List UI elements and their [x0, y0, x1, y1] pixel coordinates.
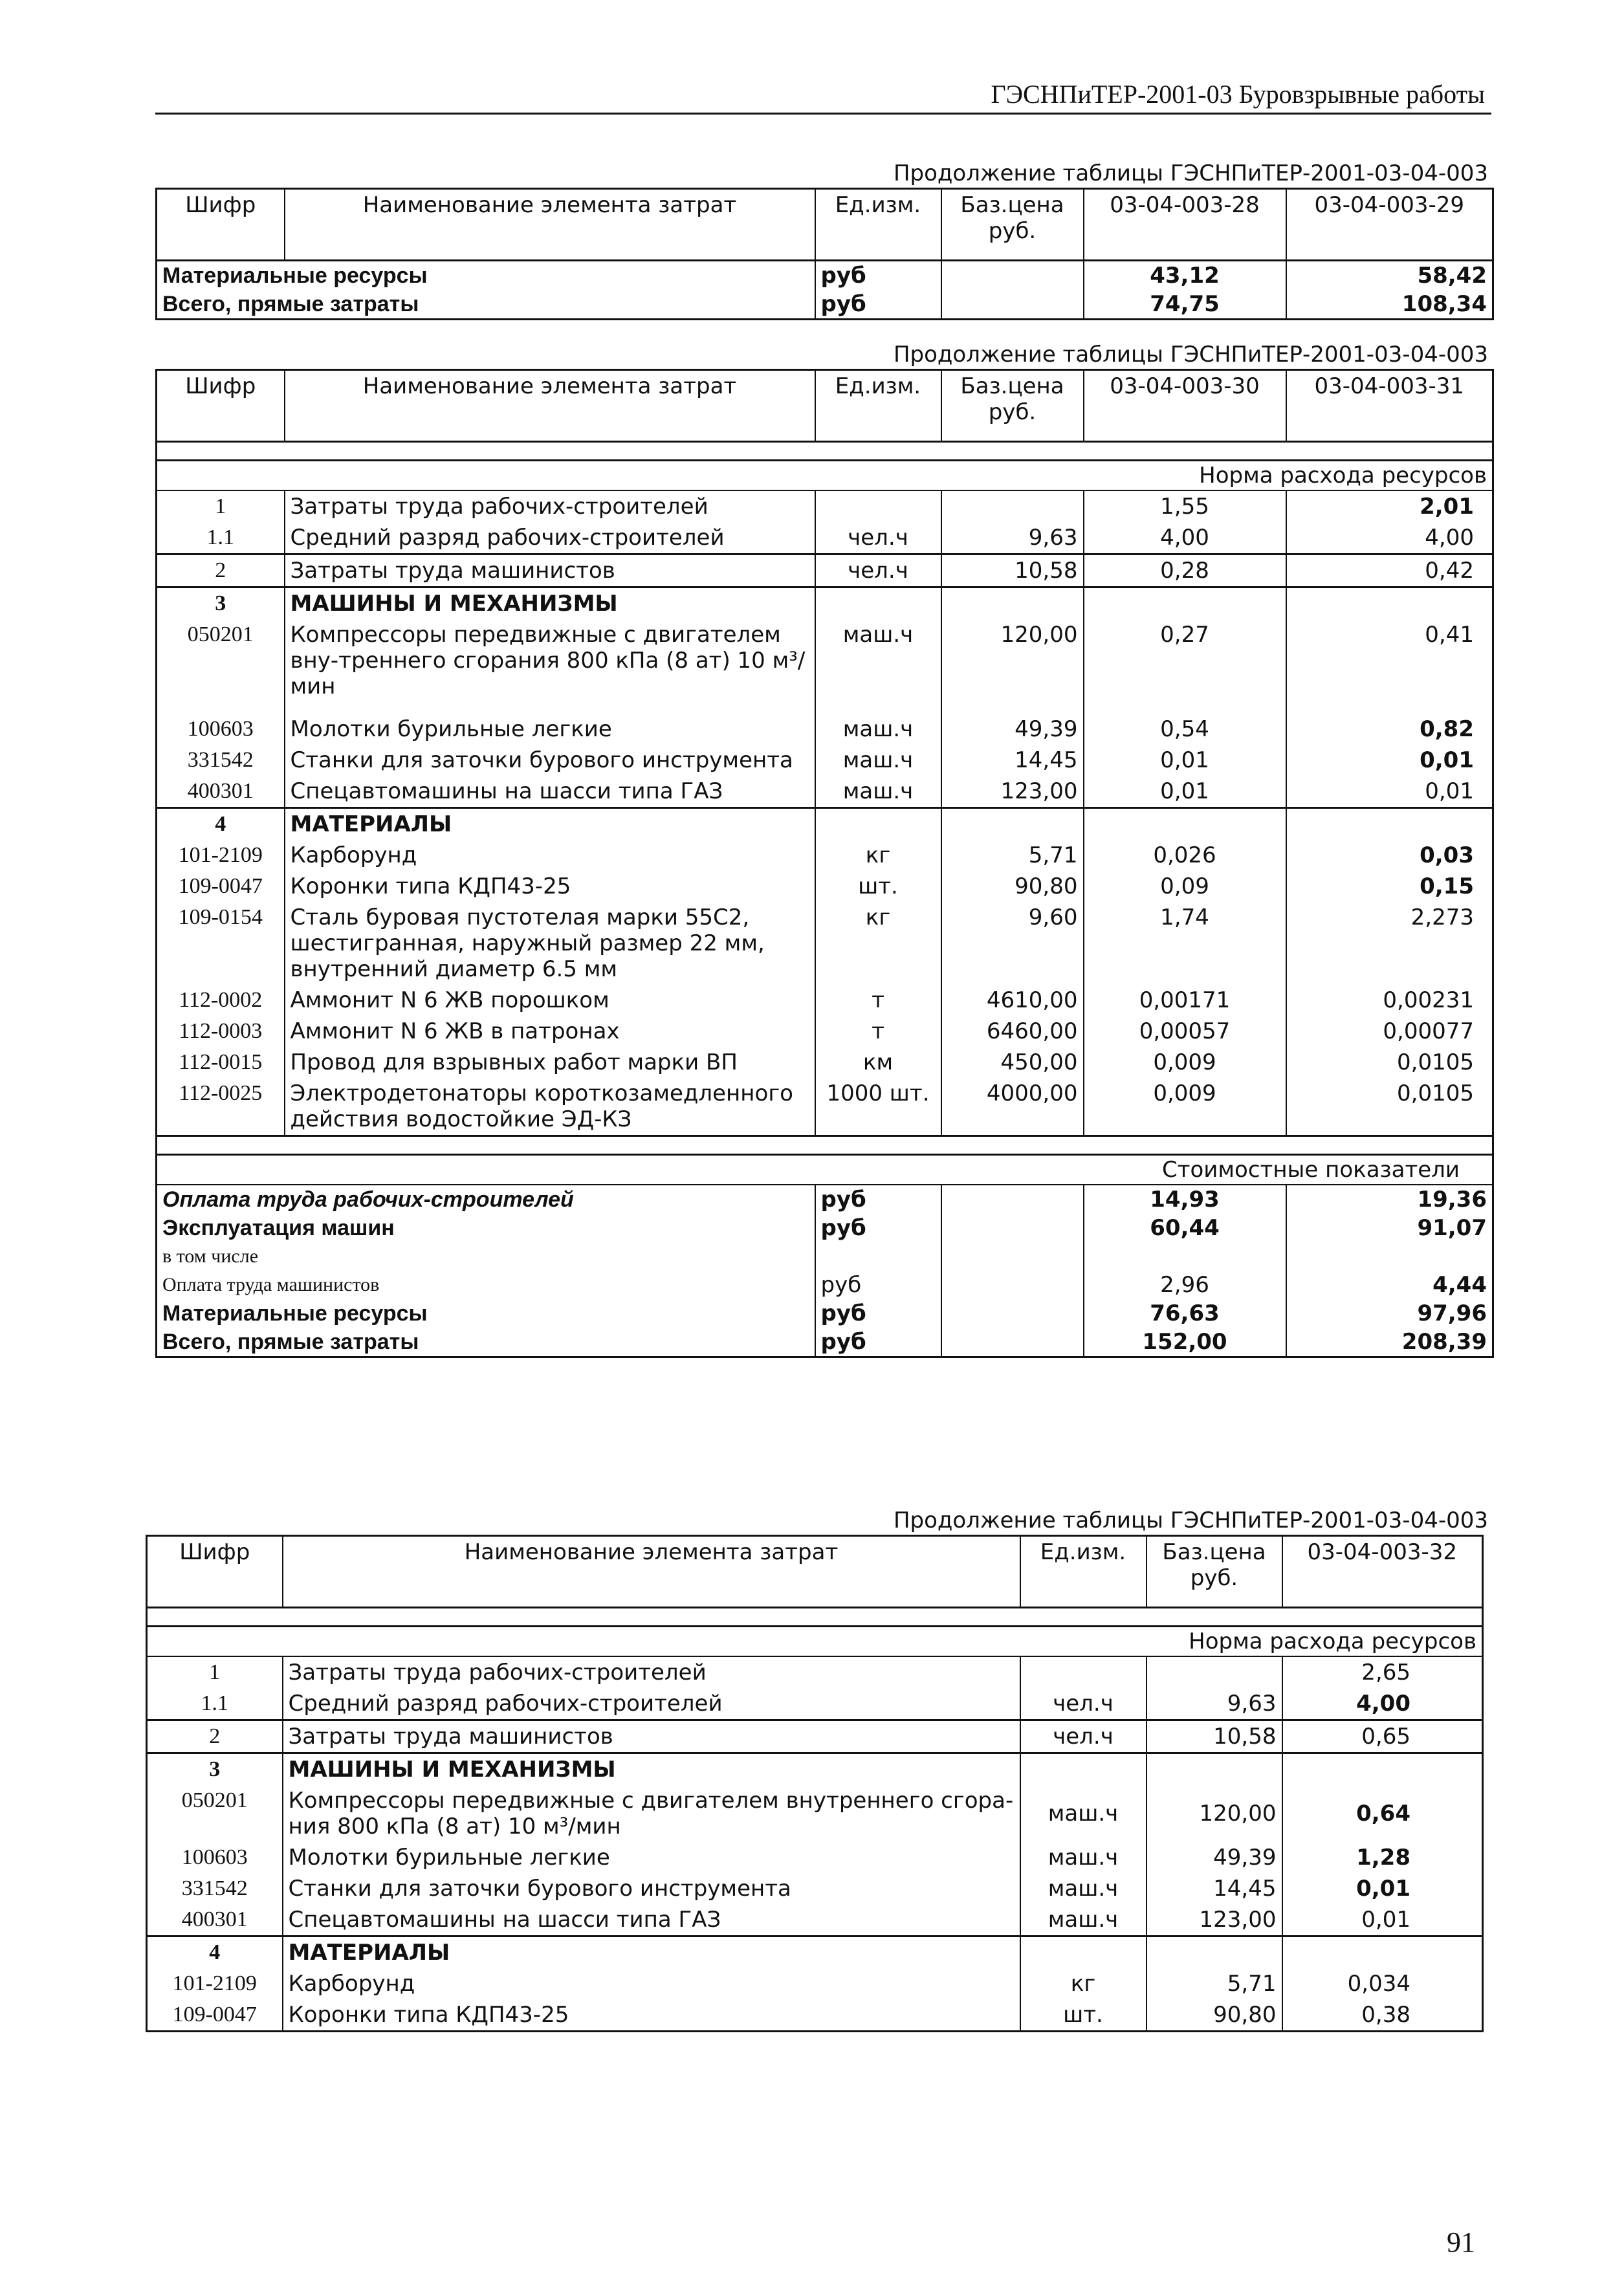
- col-price-header: Баз.цена руб.: [1147, 1536, 1282, 1608]
- row-name: Молотки бурильные легкие: [283, 1842, 1020, 1873]
- row-name: МАШИНЫ И МЕХАНИЗМЫ: [283, 1753, 1020, 1786]
- row-code: 400301: [157, 776, 285, 808]
- summary-price: [941, 1271, 1084, 1299]
- table3: [146, 1535, 1484, 2032]
- col-31-header: 03-04-003-31: [1286, 370, 1493, 442]
- row-price: [1147, 1656, 1282, 1688]
- row-value: 0,01: [1282, 1904, 1483, 1936]
- row-value: 0,65: [1282, 1720, 1483, 1753]
- row-code: 112-0003: [157, 1016, 285, 1047]
- summary-value: [1084, 1242, 1286, 1271]
- table-row: [157, 902, 1493, 985]
- table1-header-row: [157, 189, 1493, 261]
- row-code: 331542: [147, 1873, 283, 1904]
- summary-price: [941, 1214, 1084, 1242]
- row-value: 0,38: [1282, 1999, 1483, 2032]
- col-code-header: Шифр: [157, 189, 285, 261]
- table-row: [147, 1720, 1483, 1753]
- row-unit: [1020, 1656, 1147, 1688]
- table-row: [147, 1936, 1483, 1969]
- row-name: Электродетонаторы короткозамедленного действия водостойкие ЭД-КЗ: [285, 1078, 815, 1136]
- row-price: 14,45: [941, 745, 1084, 776]
- row-price: 5,71: [1147, 1968, 1282, 1999]
- row-name: Спецавтомашины на шасси типа ГАЗ: [283, 1904, 1020, 1936]
- norm-row: [157, 461, 1493, 491]
- row-price: 9,63: [1147, 1688, 1282, 1720]
- row-code: 112-0025: [157, 1078, 285, 1136]
- row-value: 0,034: [1282, 1968, 1483, 1999]
- row-value: 0,00057: [1084, 1016, 1286, 1047]
- summary-value: [1286, 1242, 1493, 1271]
- summary-value: 43,12: [1084, 261, 1286, 291]
- row-value: 2,273: [1286, 902, 1493, 985]
- row-unit: км: [815, 1047, 941, 1078]
- row-code: 1: [147, 1656, 283, 1688]
- summary-unit: руб: [815, 261, 941, 291]
- summary-value: 4,44: [1286, 1271, 1493, 1299]
- row-value: 0,42: [1286, 554, 1493, 587]
- row-price: 6460,00: [941, 1016, 1084, 1047]
- row-price: 9,63: [941, 522, 1084, 554]
- table2-summary: [157, 1185, 1493, 1357]
- row-value: 0,0105: [1286, 1078, 1493, 1136]
- table-row: [147, 1842, 1483, 1873]
- table-row: [147, 1753, 1483, 1786]
- norm-label: Норма расхода ресурсов: [147, 1627, 1483, 1657]
- summary-label: в том числе: [162, 1245, 259, 1267]
- row-unit: чел.ч: [815, 522, 941, 554]
- row-price: 123,00: [941, 776, 1084, 808]
- summary-price: [941, 1185, 1084, 1214]
- table2-body: [157, 490, 1493, 1136]
- row-value: 0,0105: [1286, 1047, 1493, 1078]
- row-value: 0,27: [1084, 619, 1286, 714]
- summary-label: Материальные ресурсы: [162, 263, 428, 288]
- col-29-header: 03-04-003-29: [1286, 189, 1493, 261]
- row-price: 4000,00: [941, 1078, 1084, 1136]
- table-row: [157, 745, 1493, 776]
- row-value: [1286, 587, 1493, 620]
- row-unit: маш.ч: [815, 745, 941, 776]
- row-price: 49,39: [1147, 1842, 1282, 1873]
- row-price: 123,00: [1147, 1904, 1282, 1936]
- row-value: [1286, 808, 1493, 840]
- summary-label: Оплата труда рабочих-строителей: [162, 1187, 574, 1212]
- row-name: Затраты труда рабочих-строителей: [285, 490, 815, 522]
- row-value: 0,00077: [1286, 1016, 1493, 1047]
- row-name: Затраты труда рабочих-строителей: [283, 1656, 1020, 1688]
- table-row: [157, 985, 1493, 1016]
- table-row: [157, 808, 1493, 840]
- row-value: [1282, 1753, 1483, 1786]
- table2: [155, 369, 1494, 1358]
- row-value: 0,64: [1282, 1785, 1483, 1842]
- row-unit: маш.ч: [1020, 1785, 1147, 1842]
- table-row: [157, 1047, 1493, 1078]
- table-row: [157, 587, 1493, 620]
- row-code: 2: [147, 1720, 283, 1753]
- col-price-header: Баз.цена руб.: [941, 189, 1084, 261]
- summary-row: [157, 1299, 1493, 1328]
- summary-label: Материальные ресурсы: [162, 1301, 428, 1326]
- summary-row: [157, 1328, 1493, 1357]
- row-name: Аммонит N 6 ЖВ порошком: [285, 985, 815, 1016]
- row-code: 109-0154: [157, 902, 285, 985]
- col-unit-header: Ед.изм.: [815, 370, 941, 442]
- row-value: 4,00: [1084, 522, 1286, 554]
- row-unit: маш.ч: [815, 619, 941, 714]
- row-code: 050201: [157, 619, 285, 714]
- row-price: [941, 490, 1084, 522]
- row-code: 100603: [157, 714, 285, 745]
- row-price: 5,71: [941, 840, 1084, 871]
- table-row: [157, 840, 1493, 871]
- row-name: Сталь буровая пустотелая марки 55С2, шестигранная, наружный размер 22 мм, внутренний диаметр 6.5 мм: [285, 902, 815, 985]
- row-unit: маш.ч: [1020, 1873, 1147, 1904]
- summary-unit: руб: [815, 1185, 941, 1214]
- row-price: 120,00: [941, 619, 1084, 714]
- cost-label: Стоимостные показатели: [157, 1155, 1493, 1185]
- row-name: Средний разряд рабочих-строителей: [285, 522, 815, 554]
- row-name: Станки для заточки бурового инструмента: [285, 745, 815, 776]
- row-value: 0,009: [1084, 1078, 1286, 1136]
- summary-value: 76,63: [1084, 1299, 1286, 1328]
- row-value: 0,01: [1084, 745, 1286, 776]
- summary-value: 19,36: [1286, 1185, 1493, 1214]
- summary-row: [157, 1214, 1493, 1242]
- row-code: 1: [157, 490, 285, 522]
- row-name: Провод для взрывных работ марки ВП: [285, 1047, 815, 1078]
- row-unit: маш.ч: [1020, 1904, 1147, 1936]
- row-value: 1,74: [1084, 902, 1286, 985]
- row-code: 331542: [157, 745, 285, 776]
- summary-label: Оплата труда машинистов: [162, 1274, 380, 1295]
- row-name: Карборунд: [285, 840, 815, 871]
- row-price: [1147, 1753, 1282, 1786]
- table1: [155, 188, 1494, 320]
- row-value: [1282, 1936, 1483, 1969]
- table2-caption: Продолжение таблицы ГЭСНПиТЕР-2001-03-04-003: [893, 342, 1488, 368]
- row-value: 4,00: [1282, 1688, 1483, 1720]
- col-32-header: 03-04-003-32: [1282, 1536, 1483, 1608]
- table-row: [157, 776, 1493, 808]
- summary-unit: руб: [815, 1271, 941, 1299]
- page-header: [155, 76, 1491, 115]
- row-name: Станки для заточки бурового инструмента: [283, 1873, 1020, 1904]
- table-row: [147, 1785, 1483, 1842]
- col-price-header: Баз.цена руб.: [941, 370, 1084, 442]
- row-unit: т: [815, 985, 941, 1016]
- row-unit: кг: [1020, 1968, 1147, 1999]
- table2-header-row: [157, 370, 1493, 442]
- table-row: [157, 871, 1493, 902]
- row-price: [941, 808, 1084, 840]
- header-title: ГЭСНПиТЕР-2001-03 Буровзрывные работы: [991, 80, 1485, 109]
- summary-price: [941, 1299, 1084, 1328]
- summary-row: [157, 1242, 1493, 1271]
- summary-unit: [815, 1242, 941, 1271]
- row-price: 14,45: [1147, 1873, 1282, 1904]
- table-row: [157, 619, 1493, 714]
- row-unit: [1020, 1753, 1147, 1786]
- summary-label: Всего, прямые затраты: [162, 1330, 419, 1354]
- table3-header-row: [147, 1536, 1483, 1608]
- row-price: [941, 587, 1084, 620]
- table-row: [147, 1688, 1483, 1720]
- summary-unit: руб: [815, 1328, 941, 1357]
- table-row: [157, 1016, 1493, 1047]
- row-value: 0,01: [1286, 776, 1493, 808]
- row-price: 450,00: [941, 1047, 1084, 1078]
- table-row: [157, 522, 1493, 554]
- col-code-header: Шифр: [147, 1536, 283, 1608]
- summary-row: [157, 1271, 1493, 1299]
- row-code: 109-0047: [147, 1999, 283, 2032]
- row-value: 0,54: [1084, 714, 1286, 745]
- row-unit: маш.ч: [1020, 1842, 1147, 1873]
- row-value: 0,01: [1282, 1873, 1483, 1904]
- row-name: Аммонит N 6 ЖВ в патронах: [285, 1016, 815, 1047]
- summary-unit: руб: [815, 290, 941, 320]
- row-name: Спецавтомашины на шасси типа ГАЗ: [285, 776, 815, 808]
- row-unit: чел.ч: [1020, 1688, 1147, 1720]
- table-row: [147, 1904, 1483, 1936]
- row-name: Компрессоры передвижные с двигателем внутреннего сгора-ния 800 кПа (8 ат) 10 м³/мин: [283, 1785, 1020, 1842]
- row-price: 90,80: [1147, 1999, 1282, 2032]
- table1-caption: Продолжение таблицы ГЭСНПиТЕР-2001-03-04-003: [893, 160, 1488, 186]
- col-name-header: Наименование элемента затрат: [283, 1536, 1020, 1608]
- row-price: 10,58: [941, 554, 1084, 587]
- row-unit: кг: [815, 840, 941, 871]
- row-unit: т: [815, 1016, 941, 1047]
- row-code: 2: [157, 554, 285, 587]
- row-code: 112-0002: [157, 985, 285, 1016]
- table3-caption: Продолжение таблицы ГЭСНПиТЕР-2001-03-04-003: [893, 1508, 1488, 1533]
- summary-value: 2,96: [1084, 1271, 1286, 1299]
- summary-label: Всего, прямые затраты: [162, 292, 419, 316]
- row-name: МАТЕРИАЛЫ: [285, 808, 815, 840]
- row-price: [1147, 1936, 1282, 1969]
- row-unit: шт.: [1020, 1999, 1147, 2032]
- table-row: [157, 554, 1493, 587]
- row-name: Затраты труда машинистов: [285, 554, 815, 587]
- row-value: 0,28: [1084, 554, 1286, 587]
- row-value: 4,00: [1286, 522, 1493, 554]
- row-value: 0,026: [1084, 840, 1286, 871]
- summary-value: 91,07: [1286, 1214, 1493, 1242]
- table-row: [157, 261, 1493, 291]
- col-name-header: Наименование элемента затрат: [285, 370, 815, 442]
- summary-price: [941, 1328, 1084, 1357]
- row-code: 112-0015: [157, 1047, 285, 1078]
- row-value: 0,03: [1286, 840, 1493, 871]
- col-30-header: 03-04-003-30: [1084, 370, 1286, 442]
- summary-value: 108,34: [1286, 290, 1493, 320]
- summary-value: 152,00: [1084, 1328, 1286, 1357]
- row-unit: [815, 587, 941, 620]
- table3-body: [147, 1656, 1483, 2032]
- row-code: 4: [157, 808, 285, 840]
- row-code: 400301: [147, 1904, 283, 1936]
- row-price: 4610,00: [941, 985, 1084, 1016]
- row-value: 1,28: [1282, 1842, 1483, 1873]
- row-code: 3: [157, 587, 285, 620]
- row-name: Молотки бурильные легкие: [285, 714, 815, 745]
- row-value: 0,15: [1286, 871, 1493, 902]
- col-code-header: Шифр: [157, 370, 285, 442]
- table-row: [157, 1078, 1493, 1136]
- row-price: 9,60: [941, 902, 1084, 985]
- summary-label: Эксплуатация машин: [162, 1216, 395, 1240]
- row-code: 050201: [147, 1785, 283, 1842]
- row-code: 1.1: [157, 522, 285, 554]
- row-code: 100603: [147, 1842, 283, 1873]
- row-name: Карборунд: [283, 1968, 1020, 1999]
- table-row: [157, 290, 1493, 320]
- row-unit: чел.ч: [815, 554, 941, 587]
- row-unit: шт.: [815, 871, 941, 902]
- col-name-header: Наименование элемента затрат: [285, 189, 815, 261]
- row-code: 4: [147, 1936, 283, 1969]
- row-unit: [1020, 1936, 1147, 1969]
- table-row: [147, 1999, 1483, 2032]
- row-unit: 1000 шт.: [815, 1078, 941, 1136]
- cost-row: [157, 1155, 1493, 1185]
- row-value: [1084, 587, 1286, 620]
- summary-row: [157, 1185, 1493, 1214]
- row-value: 2,01: [1286, 490, 1493, 522]
- row-name: МАТЕРИАЛЫ: [283, 1936, 1020, 1969]
- row-value: 0,41: [1286, 619, 1493, 714]
- page-number: 91: [1447, 2226, 1475, 2258]
- row-value: 0,09: [1084, 871, 1286, 902]
- row-name: Средний разряд рабочих-строителей: [283, 1688, 1020, 1720]
- table-row: [147, 1656, 1483, 1688]
- summary-value: 97,96: [1286, 1299, 1493, 1328]
- summary-unit: руб: [815, 1214, 941, 1242]
- row-code: 1.1: [147, 1688, 283, 1720]
- row-unit: кг: [815, 902, 941, 985]
- col-unit-header: Ед.изм.: [815, 189, 941, 261]
- row-name: Компрессоры передвижные с двигателем вну-треннего сгорания 800 кПа (8 ат) 10 м³/мин: [285, 619, 815, 714]
- row-value: 0,01: [1084, 776, 1286, 808]
- row-unit: [815, 490, 941, 522]
- row-value: 1,55: [1084, 490, 1286, 522]
- table-row: [147, 1873, 1483, 1904]
- table-row: [147, 1968, 1483, 1999]
- row-unit: [815, 808, 941, 840]
- row-code: 101-2109: [147, 1968, 283, 1999]
- row-code: 101-2109: [157, 840, 285, 871]
- summary-value: 74,75: [1084, 290, 1286, 320]
- row-code: 3: [147, 1753, 283, 1786]
- summary-price: [941, 1242, 1084, 1271]
- row-name: МАШИНЫ И МЕХАНИЗМЫ: [285, 587, 815, 620]
- row-price: 49,39: [941, 714, 1084, 745]
- summary-value: 60,44: [1084, 1214, 1286, 1242]
- row-price: 120,00: [1147, 1785, 1282, 1842]
- row-price: 10,58: [1147, 1720, 1282, 1753]
- row-value: 2,65: [1282, 1656, 1483, 1688]
- row-unit: маш.ч: [815, 714, 941, 745]
- row-value: 0,00231: [1286, 985, 1493, 1016]
- table-row: [157, 714, 1493, 745]
- row-value: 0,00171: [1084, 985, 1286, 1016]
- row-value: 0,82: [1286, 714, 1493, 745]
- norm-row: [147, 1627, 1483, 1657]
- summary-value: 14,93: [1084, 1185, 1286, 1214]
- row-unit: чел.ч: [1020, 1720, 1147, 1753]
- row-value: [1084, 808, 1286, 840]
- summary-value: 58,42: [1286, 261, 1493, 291]
- row-name: Затраты труда машинистов: [283, 1720, 1020, 1753]
- row-name: Коронки типа КДП43-25: [283, 1999, 1020, 2032]
- row-code: 109-0047: [157, 871, 285, 902]
- row-unit: маш.ч: [815, 776, 941, 808]
- col-unit-header: Ед.изм.: [1020, 1536, 1147, 1608]
- row-name: Коронки типа КДП43-25: [285, 871, 815, 902]
- row-value: 0,009: [1084, 1047, 1286, 1078]
- table-row: [157, 490, 1493, 522]
- summary-value: 208,39: [1286, 1328, 1493, 1357]
- col-28-header: 03-04-003-28: [1084, 189, 1286, 261]
- norm-label: Норма расхода ресурсов: [157, 461, 1493, 491]
- row-value: 0,01: [1286, 745, 1493, 776]
- summary-unit: руб: [815, 1299, 941, 1328]
- row-price: 90,80: [941, 871, 1084, 902]
